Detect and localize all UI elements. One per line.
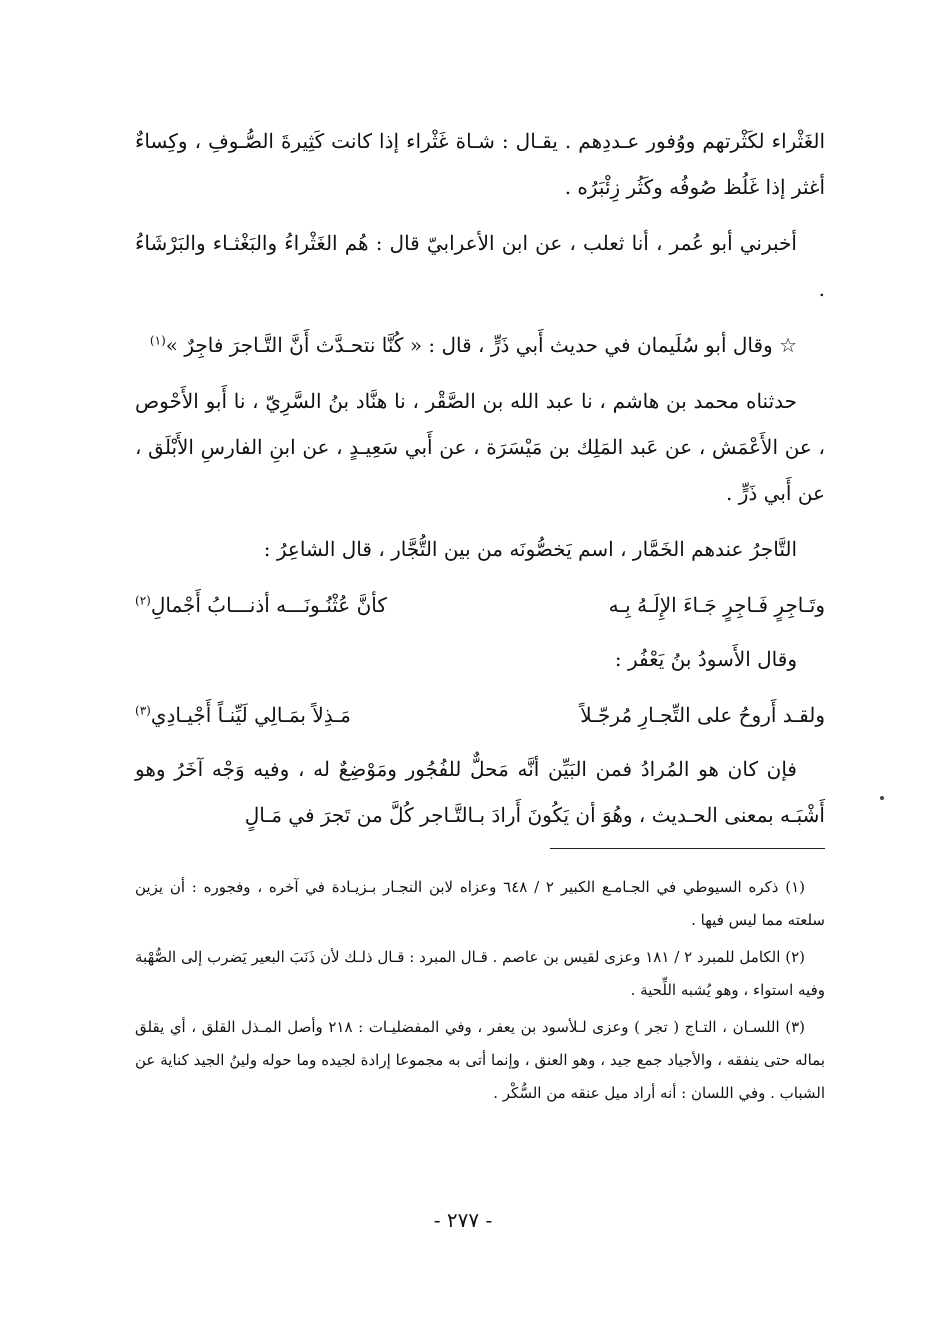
footnote-2: (٢) الكامل للمبرد ٢ / ١٨١ وعزى لقيس بن عاصم . قـال المبرد : قـال ذلـك لأن ذَنَبَ البعير يَضرب إلى الصُّهْبة وفيه استواء ، وهو يُشبه اللِّحية . [135,948,825,999]
hadith-text: ☆ وقال أبو سُلَيمان في حديث أَبي ذَرٍّ ، قال : « كُنَّا نتحـدَّث أَنَّ التَّـاجرَ فاجِرٌ » [165,333,797,357]
margin-dot [880,796,884,800]
footnotes [135,871,825,1110]
paragraph-ibn-arabi: أخبرني أبو عُمر ، أنا ثعلب ، عن ابن الأعرابيّ قال : هُم الغَثْراءُ والبَغْثـاء والبَرْشَاءُ . [135,231,825,301]
paragraph-tajir-definition: التَّاجرُ عندهم الخَمَّار ، اسم يَخصُّونَه من بين التُّجَّار ، قال الشاعِرُ : [263,537,797,561]
page-body [135,118,825,1114]
footnote-1: (١) ذكره السيوطي في الجـامـع الكبير ٢ / ٦٤٨ وعزاه لابن النجـار بـزيـادة في آخره ، وفجوره : أن يزين سلعته مما ليس فيها . [135,878,825,929]
verse-1-second-hemistich [135,582,387,628]
verse-1-second-text: كأنَّ عُثْنُـونَـــه أذنـــابُ أَجْمالِ [150,593,387,617]
footnote-ref-1: (١) [149,333,166,348]
poet-intro: وقال الأَسودُ بنُ يَعْفُر : [614,647,797,671]
poem-verse-1 [135,582,825,628]
poem-verse-2 [135,692,825,738]
footnote-ref-3: (٣) [135,703,151,718]
verse-1-first-hemistich: وتَـاجِرٍ فَـاجِرٍ جَـاءَ الإِلَـهُ بِـه [608,593,825,617]
paragraph-explanation: فإن كان هو المُرادُ فمن البَيِّن أنَّه مَحلٌّ للفُجُور ومَوْضِعٌ له ، وفيه وَجْه آخَرُ وهو أَشْبَـه بمعنى الحـديث ، وهُوَ أن يَكُونَ أَرادَ بـالتَّـاجر كُلَّ من تَجرَ في مَـالٍ [135,757,825,827]
paragraph-isnad: حدثناه محمد بن هاشم ، نا عبد الله بن الصَّقْر ، نا هنَّاد بنُ السَّرِيّ ، نا أَبو الأَحْوص ، عن الأَعْمَش ، عن عَبد المَلِك بن مَيْسَرَة ، عن أَبي سَعِيـدٍ ، عن ابنِ الفارسِ الأَبْلَق ، عن أَبي ذَرٍّ . [135,389,825,505]
verse-2-second-text: مَـذِلاً بمَـالِي لَيِّنـاً أَجْيـادِي [150,703,351,727]
footnote-ref-2: (٢) [135,593,151,608]
verse-2-second-hemistich [135,692,351,738]
page-number: - ٢٧٧ - [433,1208,493,1232]
paragraph-ghathra: الغَثْراء لكَثْرتهم ووُفور عـددِهم . يقـال : شـاة غَثْراء إذا كانت كَثِيرةَ الصُّـوفِ ، وكِساءٌ أغثر إذا غَلُظ صُوفُه وكَثُر زِئْبَرُه . [135,129,825,199]
paragraph-hadith-abu-dharr [135,322,825,368]
footnote-divider [550,848,825,849]
footnote-3: (٣) اللسـان ، التـاج ( تجر ) وعزى لـلأسود بن يعفر ، وفي المفضليـات : ٢١٨ وأصل المـذل القلق ، أي يقلق بماله حتى ينفقه ، والأجياد جمع جيد ، وهو العنق ، وإنما أتى به مجموعا إرادة لجيده وما حوله ولينُ الجيد كناية عن الشباب . وفي اللسان : أنه أراد ميل عنقه من السُّكْر . [135,1018,825,1102]
verse-2-first-hemistich: ولقـد أَروحُ على التِّجـارِ مُرجّـلاً [580,703,825,727]
